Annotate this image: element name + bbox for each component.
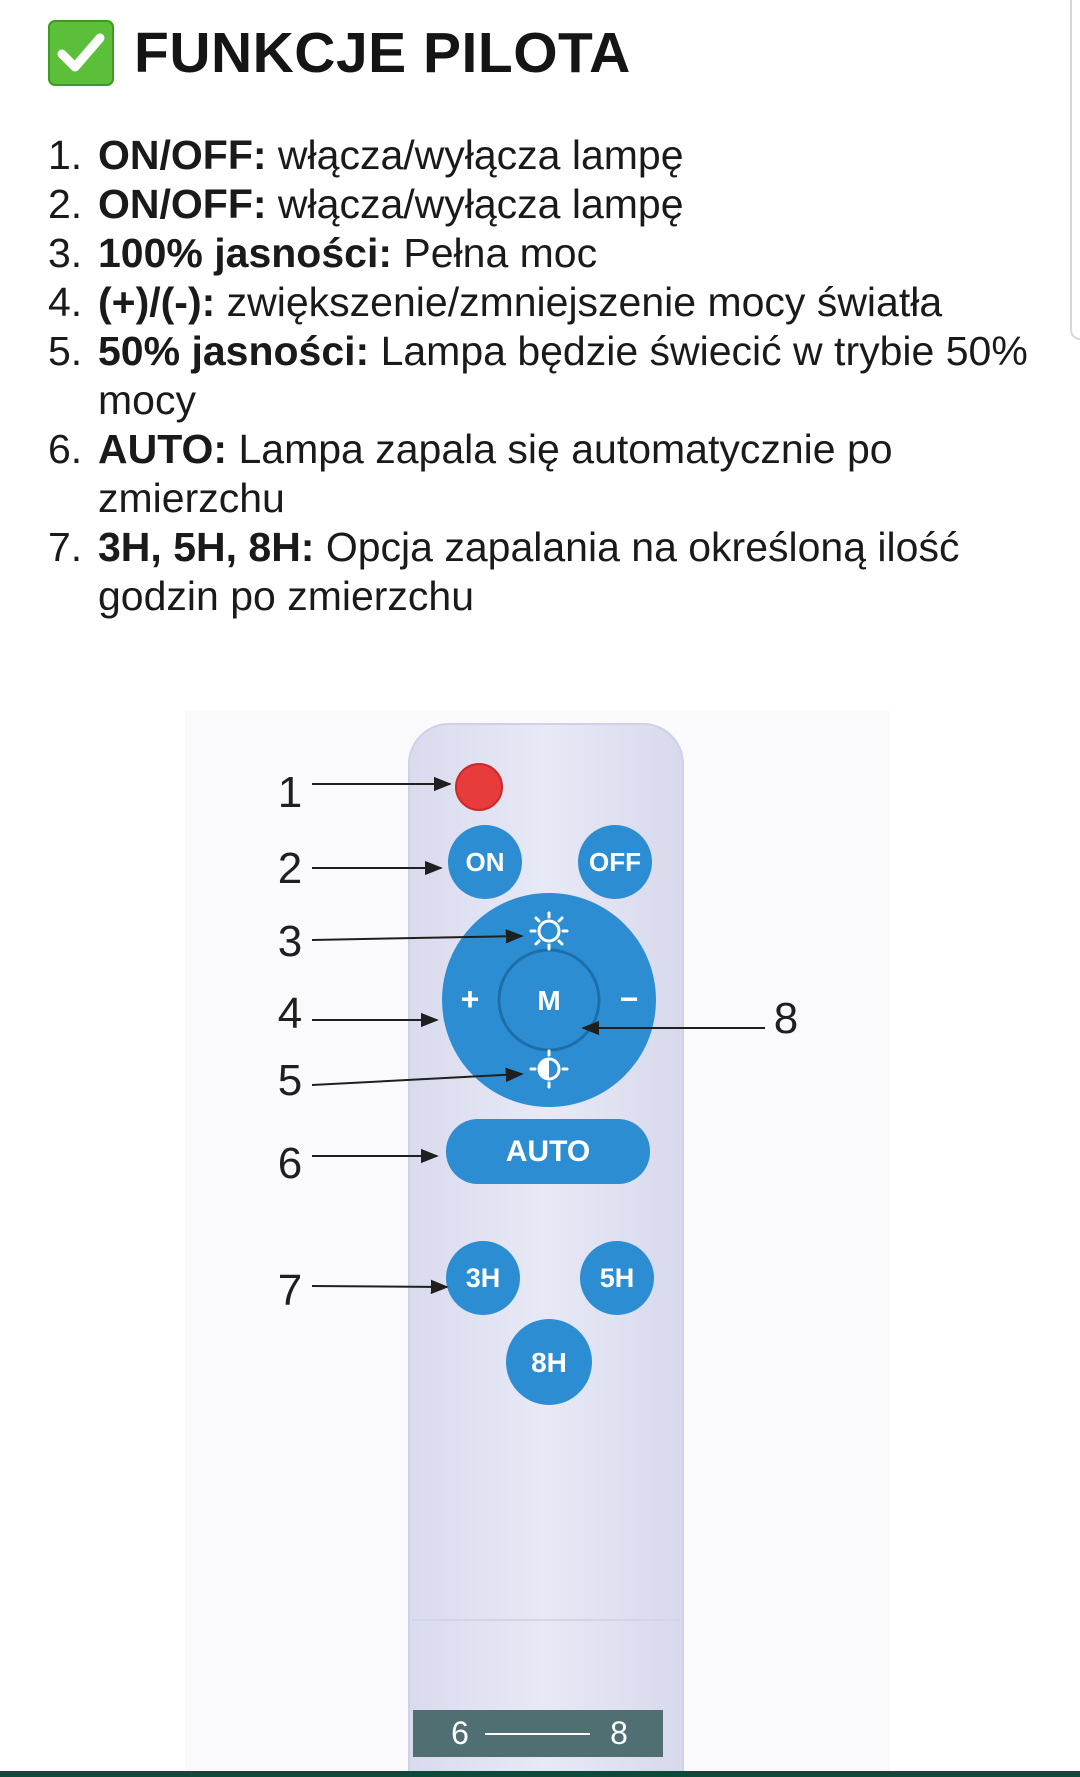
item-description: Opcja zapalania na określoną ilość godzin po zmierzchu: [98, 524, 960, 619]
item-description: zwiększenie/zmniejszenie mocy światła: [215, 279, 943, 325]
minus-button[interactable]: −: [619, 981, 639, 1017]
product-image[interactable]: [0, 690, 1080, 1777]
item-description: Pełna moc: [392, 230, 598, 276]
item-description: Lampa zapala się automatycznie po zmierzchu: [98, 426, 893, 521]
list-item: [48, 180, 1038, 229]
image-counter: [413, 1710, 663, 1757]
image-counter-total: 8: [610, 1715, 628, 1751]
item-number: 7.: [48, 524, 83, 570]
item-description: włącza/wyłącza lampę: [266, 181, 684, 227]
item-description: włącza/wyłącza lampę: [266, 132, 684, 178]
auto-button-label: AUTO: [505, 1135, 591, 1168]
callout-4: 4: [277, 989, 303, 1038]
page-title: FUNKCJE PILOTA: [134, 21, 631, 85]
callout-6: 6: [277, 1139, 303, 1188]
item-term: ON/OFF:: [98, 181, 267, 227]
list-item: [48, 523, 1038, 621]
mode-button-label: M: [537, 985, 561, 1016]
item-term: AUTO:: [98, 426, 228, 472]
callout-8: 8: [773, 994, 799, 1043]
callout-1: 1: [277, 768, 303, 817]
callout-arrow-7: [312, 1286, 447, 1287]
list-item: [48, 425, 1038, 523]
bottom-bar: [0, 1771, 1080, 1777]
item-description: Lampa będzie świecić w trybie 50% mocy: [98, 328, 1028, 423]
item-term: ON/OFF:: [98, 132, 267, 178]
image-counter-current: 6: [451, 1715, 469, 1751]
power-button[interactable]: [456, 764, 502, 810]
item-number: 6.: [48, 426, 83, 472]
callout-2: 2: [277, 844, 303, 893]
check-mark-icon: [48, 20, 114, 86]
list-item: [48, 131, 1038, 180]
item-number: 1.: [48, 132, 83, 178]
scroll-indicator: [1070, 0, 1080, 340]
section-header: [48, 18, 631, 88]
item-number: 3.: [48, 230, 83, 276]
feature-list: [48, 131, 1038, 621]
item-number: 4.: [48, 279, 83, 325]
item-term: 3H, 5H, 8H:: [98, 524, 315, 570]
item-term: 100% jasności:: [98, 230, 392, 276]
item-term: 50% jasności:: [98, 328, 370, 374]
timer-5h-label: 5H: [599, 1263, 635, 1293]
on-button-label: ON: [465, 847, 505, 877]
callout-3: 3: [277, 917, 303, 966]
list-item: [48, 278, 1038, 327]
callout-5: 5: [277, 1056, 303, 1105]
off-button-label: OFF: [589, 847, 641, 877]
plus-button[interactable]: +: [460, 981, 480, 1017]
list-item: [48, 229, 1038, 278]
item-term: (+)/(-):: [98, 279, 216, 325]
callout-7: 7: [277, 1266, 303, 1315]
timer-8h-label: 8H: [531, 1347, 567, 1378]
list-item: [48, 327, 1038, 425]
timer-3h-label: 3H: [465, 1263, 501, 1293]
item-number: 2.: [48, 181, 83, 227]
item-number: 5.: [48, 328, 83, 374]
